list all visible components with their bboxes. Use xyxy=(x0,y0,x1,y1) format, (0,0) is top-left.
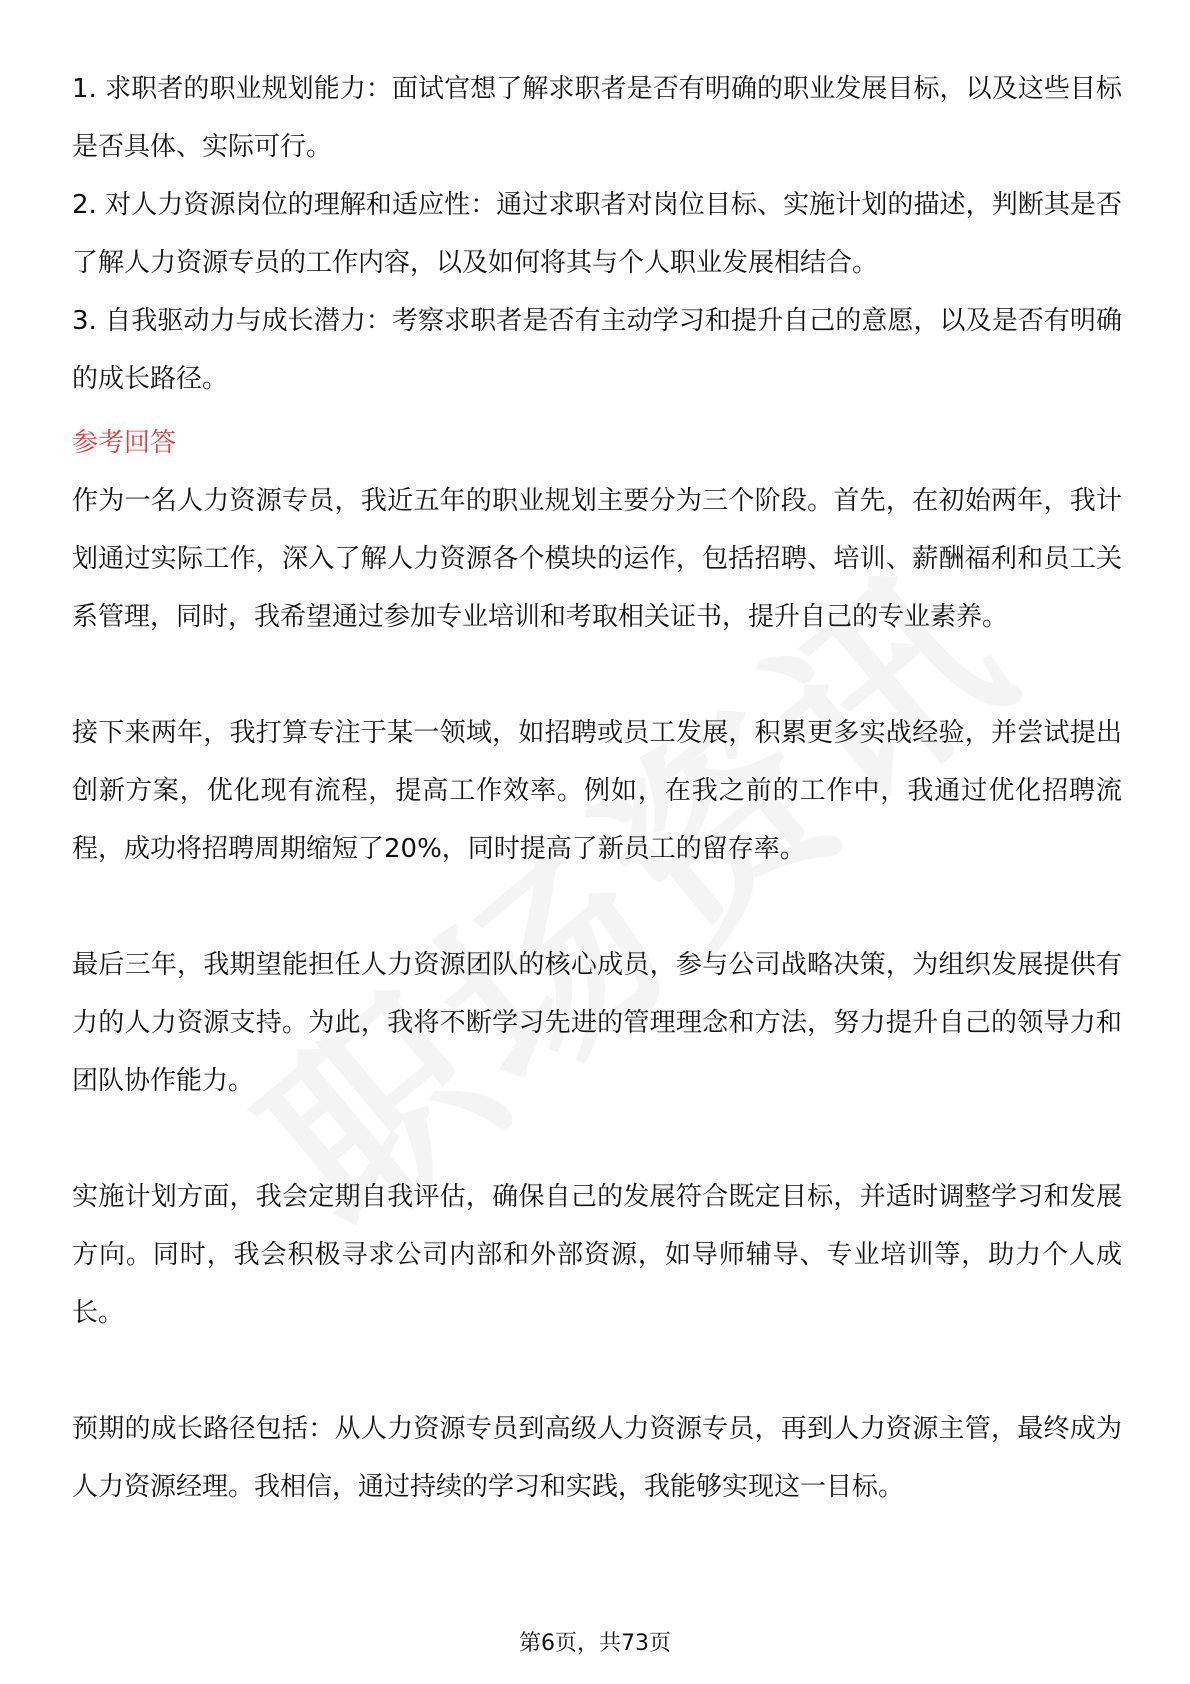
answer-heading: 参考回答 xyxy=(72,428,177,458)
page-footer: 第6页，共73页 xyxy=(519,1631,671,1656)
answer-paragraph-4: 实施计划方面，我会定期自我评估，确保自己的发展符合既定目标，并适时调整学习和发展方向。同时，我会积极寻求公司内部和外部资源，如导师辅导、专业培训等，助力个人成长。 xyxy=(72,1182,1122,1328)
point-2: 2. 对人力资源岗位的理解和适应性：通过求职者对岗位目标、实施计划的描述，判断其是否了解人力资源专员的工作内容，以及如何将其与个人职业发展相结合。 xyxy=(72,190,1122,278)
answer-paragraph-2: 接下来两年，我打算专注于某一领域，如招聘或员工发展，积累更多实战经验，并尝试提出创新方案，优化现有流程，提高工作效率。例如，在我之前的工作中，我通过优化招聘流程，成功将招聘周期缩短了20%，同时提高了新员工的留存率。 xyxy=(72,718,1122,864)
answer-paragraph-3: 最后三年，我期望能担任人力资源团队的核心成员，参与公司战略决策，为组织发展提供有力的人力资源支持。为此，我将不断学习先进的管理理念和方法，努力提升自己的领导力和团队协作能力。 xyxy=(72,950,1122,1096)
point-1: 1. 求职者的职业规划能力：面试官想了解求职者是否有明确的职业发展目标，以及这些目标是否具体、实际可行。 xyxy=(72,74,1122,162)
answer-paragraph-5: 预期的成长路径包括：从人力资源专员到高级人力资源专员，再到人力资源主管，最终成为人力资源经理。我相信，通过持续的学习和实践，我能够实现这一目标。 xyxy=(72,1414,1122,1502)
page-content xyxy=(72,60,1122,1516)
answer-paragraph-1: 作为一名人力资源专员，我近五年的职业规划主要分为三个阶段。首先，在初始两年，我计划通过实际工作，深入了解人力资源各个模块的运作，包括招聘、培训、薪酬福利和员工关系管理，同时，我希望通过参加专业培训和考取相关证书，提升自己的专业素养。 xyxy=(72,486,1122,632)
point-3: 3. 自我驱动力与成长潜力：考察求职者是否有主动学习和提升自己的意愿，以及是否有明确的成长路径。 xyxy=(72,306,1122,394)
